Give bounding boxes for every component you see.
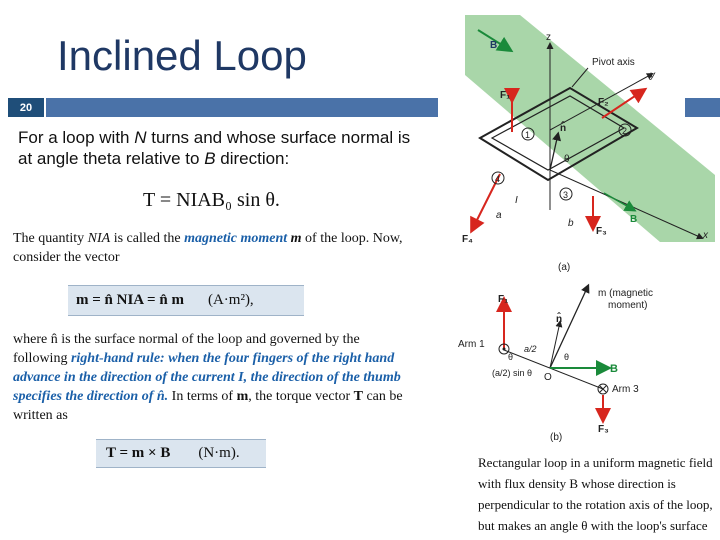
p2-a: where n̂ is the surface normal of the loop and governed by the following	[13, 332, 360, 366]
eq2: T = m × B	[106, 445, 171, 461]
b-label-n: n̂	[556, 314, 563, 325]
b-label-m: m (magnetic	[598, 288, 654, 299]
p2-T: T	[353, 389, 363, 404]
b-label-o: O	[544, 372, 552, 383]
p2-m: m	[236, 389, 249, 404]
caption-a: (a)	[558, 262, 571, 273]
label-n: n̂	[560, 123, 567, 134]
b-label-moment: moment)	[608, 300, 648, 311]
b-label-f3: F₃	[598, 424, 609, 435]
p1-nia: NIA	[87, 231, 111, 246]
bullet-part2: turns and whose surface normal is at angle theta relative to	[18, 128, 411, 168]
p2-rule: right-hand rule: when the four fingers of the right hand advance in the direction of the current I, the direction of the thumb specifies the direction of n̂.	[13, 351, 401, 404]
b-label-theta2: θ	[564, 352, 570, 362]
label-y: y	[650, 70, 655, 81]
b-arm1-center	[503, 348, 506, 351]
label-pivot-axis: Pivot axis	[592, 57, 635, 68]
p2-b: In terms of	[168, 389, 237, 404]
eq2-units: (N·m).	[198, 445, 240, 461]
label-theta: θ	[564, 154, 570, 165]
slide-number: 20	[8, 98, 44, 117]
b-label-arm3: Arm 3	[612, 384, 639, 395]
bullet-part1: For a loop with	[18, 128, 135, 147]
b-label-b: B	[610, 363, 618, 375]
b-label-a2: a/2	[524, 344, 537, 354]
book-paragraph-1	[13, 229, 408, 267]
label-b-top: B	[490, 40, 498, 51]
slide-title: Inclined Loop	[57, 32, 307, 79]
label-f2: F₂	[598, 97, 609, 108]
label-b-right: B	[630, 214, 638, 225]
label-four: 4	[495, 174, 501, 184]
b-label-a2sin: (a/2) sin θ	[492, 368, 533, 378]
equation-magnetic-moment	[68, 285, 304, 316]
label-x: x	[703, 230, 708, 241]
bullet-text	[18, 127, 418, 169]
label-f3: F₃	[596, 226, 607, 237]
label-b-dim: b	[568, 218, 574, 229]
figure-caption: Rectangular loop in a uniform magnetic field with flux density B whose direction is perpendicular to the rotation axis of the loop, but makes an angle θ with the loop's surface	[478, 455, 713, 533]
label-a: a	[496, 210, 502, 221]
p2-c: , the torque vector	[248, 389, 354, 404]
book-paragraph-2	[13, 330, 408, 425]
eq1: m = n̂ NIA = n̂ m	[76, 292, 184, 308]
p1-m: m	[287, 231, 302, 246]
figure-a	[440, 10, 720, 280]
field-plane	[465, 15, 715, 242]
b-label-arm1: Arm 1	[458, 339, 485, 350]
label-f4: F₄	[462, 234, 473, 245]
bullet-part3: direction:	[215, 149, 290, 168]
label-one: 1	[525, 130, 531, 140]
figure-b	[440, 282, 720, 447]
b-label-f1: F₁	[498, 294, 509, 305]
caption-b: (b)	[550, 432, 563, 443]
bullet-B: B	[204, 149, 216, 168]
b-normal-vector	[550, 322, 560, 368]
p1-a: The quantity	[13, 231, 88, 246]
torque-formula: T = NIAB₀ sin θ.	[143, 189, 280, 211]
equation-torque	[96, 439, 266, 468]
header-bar-left	[46, 98, 438, 117]
p1-b: is called the	[110, 231, 185, 246]
p1-c: of the loop. Now, consider the vector	[13, 231, 403, 265]
p2-d: can be written as	[13, 389, 403, 423]
bullet-N: N	[134, 128, 147, 147]
label-three: 3	[563, 190, 569, 200]
p1-magnetic-moment: magnetic moment	[184, 231, 288, 246]
b-label-theta1: θ	[508, 352, 514, 362]
eq1-units: (A·m²),	[207, 292, 254, 308]
label-two: 2	[622, 126, 628, 136]
label-z: z	[546, 32, 551, 43]
label-i: I	[515, 195, 518, 206]
label-f1: F₁	[500, 90, 511, 101]
